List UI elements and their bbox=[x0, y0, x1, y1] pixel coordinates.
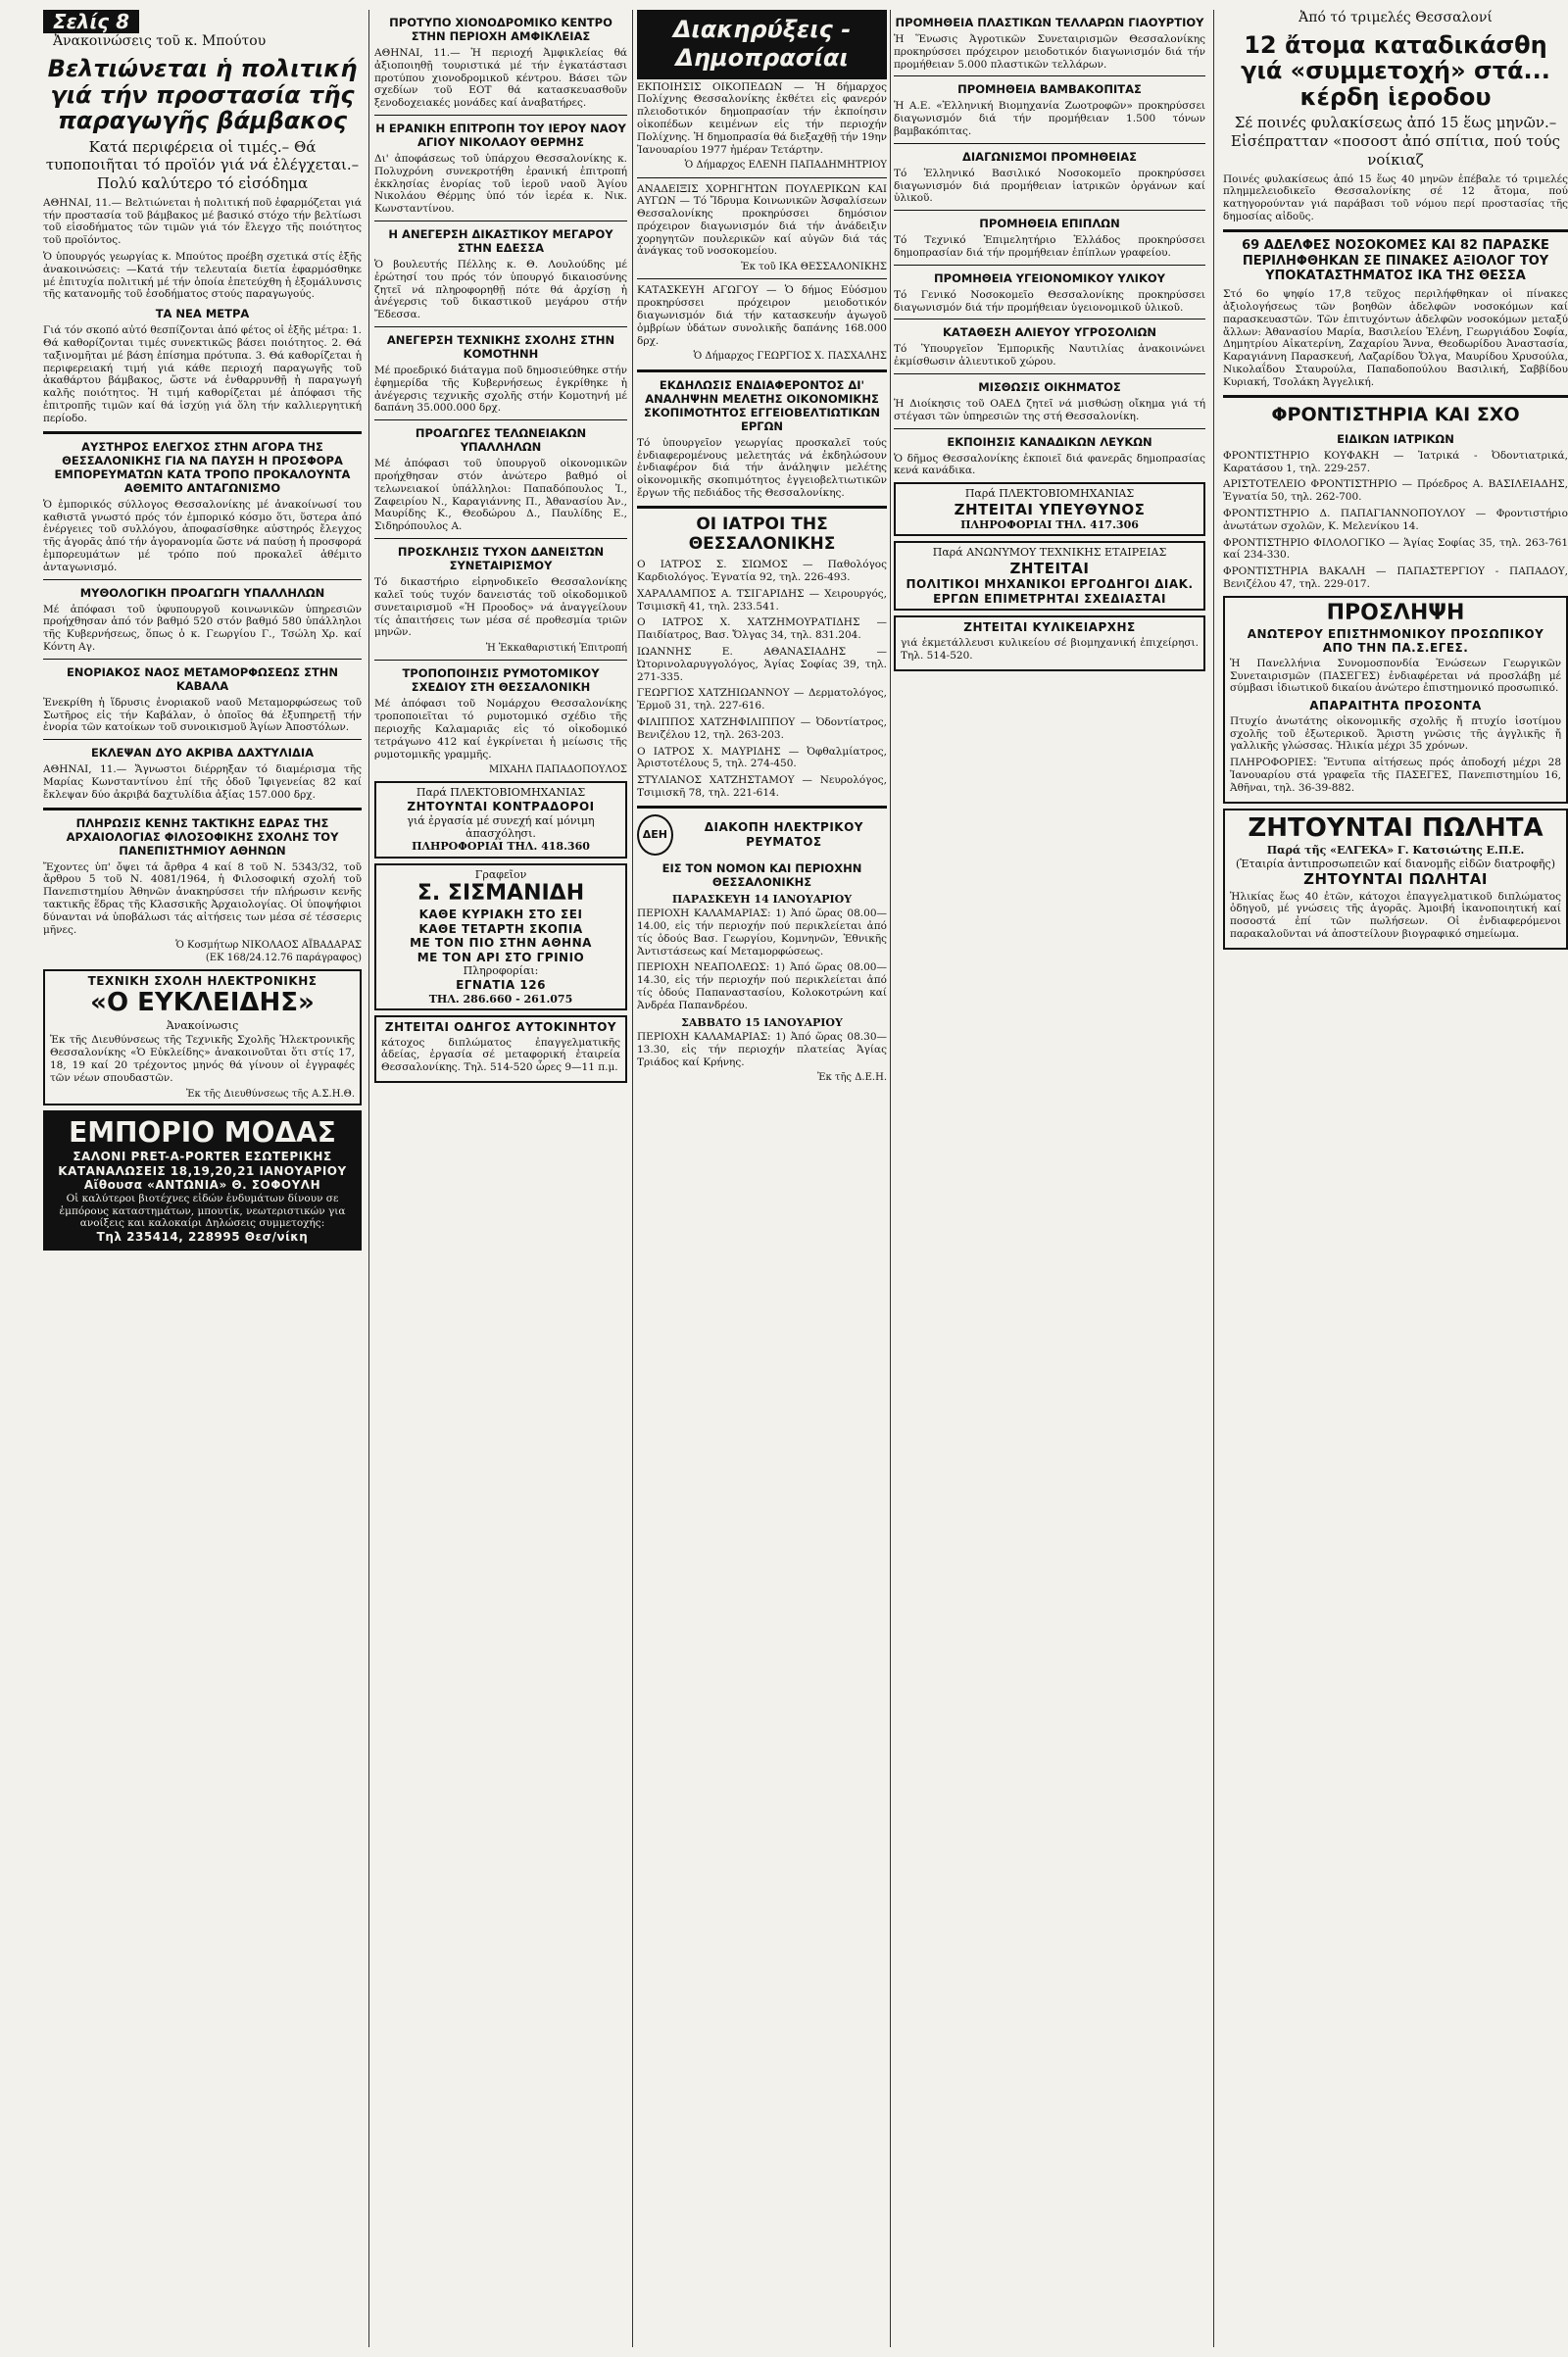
fashion-ad bbox=[43, 1110, 362, 1251]
eukleides-title: ΤΕΧΝΙΚΗ ΣΧΟΛΗ ΗΛΕΚΤΡΟΝΙΚΗΣ bbox=[87, 973, 318, 988]
driver-title: ΖΗΤΕΙΤΑΙ ΟΔΗΓΟΣ ΑΥΤΟΚΙΝΗΤΟΥ bbox=[384, 1019, 617, 1034]
supervisor-phone: ΠΛΗΡΟΦΟΡΙΑΙ ΤΗΛ. 417.306 bbox=[960, 517, 1139, 531]
lead-kicker: Ἀνακοινώσεις τοῦ κ. Μπούτου bbox=[53, 33, 267, 50]
canteen-ad bbox=[894, 615, 1205, 670]
announcement-sign: Ἐκ τοῦ ΙΚΑ ΘΕΣΣΑΛΟΝΙΚΗΣ bbox=[741, 262, 887, 273]
promotion-headline: ΜΥΘΟΛΟΓΙΚΗ ΠΡΟΑΓΩΓΗ ΥΠΑΛΛΗΛΩΝ bbox=[79, 585, 325, 600]
trial-kicker: Ἀπό τό τριμελές Θεσσαλονί bbox=[1298, 10, 1493, 25]
promotion-text: Μέ ἀπόφασι τοῦ ὑφυπουργοῦ κοινωνικῶν ὑπηρεσιῶν προήχθησαν ἀπό τόν βαθμό 520 στόν βαθμό 580 ὑπάλληλοι τῆς Κυβερνήσεως, ὅπως ὁ κ. Γεωργίου Γ., Τσώλη Χρ. καί Κόντη Αγ. bbox=[43, 603, 362, 653]
column-4 bbox=[894, 10, 1205, 676]
power-outage-header bbox=[637, 814, 887, 856]
school-headline: ΑΝΕΓΕΡΣΗ ΤΕΧΝΙΚΗΣ ΣΧΟΛΗΣ ΣΤΗΝ ΚΟΜΟΤΗΝΗ bbox=[386, 333, 615, 362]
announcement-sign: Ὁ Δήμαρχος ΓΕΩΡΓΙΟΣ Χ. ΠΑΣΧΑΛΗΣ bbox=[693, 351, 887, 363]
sismanidi-line: ΚΑΘΕ ΤΕΤΑΡΤΗ ΣΚΟΠΙΑ bbox=[418, 921, 583, 936]
hiring-title: ΠΡΟΣΛΗΨΗ bbox=[1326, 600, 1465, 625]
power-outage-date: ΠΑΡΑΣΚΕΥΗ 14 ΙΑΝΟΥΑΡΙΟΥ bbox=[671, 892, 853, 906]
fashion-line: ΣΑΛΟΝΙ PRET-A-PORTER ΕΣΩΤΕΡΙΚΗΣ bbox=[73, 1150, 332, 1164]
engineers-top: Παρά ΑΝΩΝΥΜΟΥ ΤΕΧΝΙΚΗΣ ΕΤΑΙΡΕΙΑΣ bbox=[932, 546, 1167, 560]
tender-text: Ἡ Α.Ε. «Ἑλληνική Βιομηχανία Ζωοτροφῶν» προκηρύσσει διαγωνισμόν διά τήν προμήθειαν 1.500 τόνων βαμβακόπιτας. bbox=[894, 100, 1205, 138]
tender-text: Τό Τεχνικό Ἐπιμελητήριο Ἑλλάδος προκηρύσσει δημοπρασίαν διά τήν προμήθειαν ἐπίπλων γραφείου. bbox=[894, 234, 1205, 260]
eukleides-subtitle: Ἀνακοίνωσις bbox=[166, 1019, 239, 1033]
announcement-text: ΑΝΑΔΕΙΞΙΣ ΧΟΡΗΓΗΤΩΝ ΠΟΥΛΕΡΙΚΩΝ ΚΑΙ ΑΥΓΩΝ — Τό Ἴδρυμα Κοινωνικῶν Ἀσφαλίσεων Θεσσαλονίκης προκηρύσσει δημόσιον πρόχειρον διαγωνισμόν διά τήν ἀνάδειξιν χορηγητῶν πουλερικῶν καί αὐγῶν διά τάς ἀνάγκας τοῦ νοσοκομείου. bbox=[637, 182, 887, 258]
engineers-ad bbox=[894, 541, 1205, 611]
fashion-line: ΚΑΤΑΝΑΛΩΣΕΙΣ 18,19,20,21 ΙΑΝΟΥΑΡΙΟΥ bbox=[58, 1163, 347, 1178]
church-text: Ἐνεκρίθη ἡ ἵδρυσις ἐνοριακοῦ ναοῦ Μεταμορφώσεως τοῦ Σωτῆρος εἰς τήν Καβάλαν, ὁ ὁποῖος θά ἐξυπηρετῇ τήν ἐνορία τῶν κατοίκων τοῦ συνοικισμοῦ Ἁγίων Ἀποστόλων. bbox=[43, 696, 362, 734]
tender-headline: ΠΡΟΜΗΘΕΙΑ ΒΑΜΒΑΚΟΠΙΤΑΣ bbox=[957, 82, 1142, 97]
lead-headline: Βελτιώνεται ἡ πολιτική γιά τήν προστασία τῆς παραγωγῆς βάμβακος bbox=[47, 55, 358, 135]
fashion-line: Οἱ καλύτεροι βιοτέχνες εἰδών ἐνδυμάτων δίνουν σε ἐμπόρους καταστημάτων, μπουτίκ, νεωτεριστικών για ανοίξεις και καλοκαίρι Δηλώσεις συμμετοχής: bbox=[59, 1192, 346, 1230]
sismanidi-top: Γραφεῖον bbox=[474, 867, 527, 881]
tender-headline: ΔΙΑΓΩΝΙΣΜΟΙ ΠΡΟΜΗΘΕΙΑΣ bbox=[961, 149, 1137, 164]
lead-dek: Κατά περιφέρεια οἱ τιμές.– Θά τυποποιῆται τό προϊόν γιά νά ἐλέγχεται.– Πολύ καλύτερο τό εἰσόδημα bbox=[45, 137, 360, 193]
tender-headline: ΜΙΣΘΩΣΙΣ ΟΙΚΗΜΑΤΟΣ bbox=[978, 380, 1121, 395]
doctor-entry: Ο ΙΑΤΡΟΣ Χ. ΜΑΥΡΙΔΗΣ — Ὀφθαλμίατρος, Ἀριστοτέλους 5, τηλ. 274-450. bbox=[637, 745, 887, 770]
doctor-entry: ΦΙΛΙΠΠΟΣ ΧΑΤΖΗΦΙΛΙΠΠΟΥ — Ὀδοντίατρος, Βενιζέλου 12, τηλ. 263-203. bbox=[637, 715, 887, 741]
tutoring-entry: ΑΡΙΣΤΟΤΕΛΕΙΟ ΦΡΟΝΤΙΣΤΗΡΙΟ — Πρόεδρος Α. ΒΑΣΙΛΕΙΑΔΗΣ, Ἐγνατία 50, τηλ. 262-700. bbox=[1223, 478, 1568, 504]
hiring-ad bbox=[1223, 596, 1568, 804]
tender-headline: ΚΑΤΑΘΕΣΗ ΑΛΙΕΥΟΥ ΥΓΡΟΣΟΛΙΩΝ bbox=[942, 325, 1157, 340]
page-number-label: Σελίς 8 bbox=[43, 10, 139, 33]
column-rule bbox=[1213, 10, 1214, 2347]
nurses-headline: 69 ΑΔΕΛΦΕΣ ΝΟΣΟΚΟΜΕΣ ΚΑΙ 82 ΠΑΡΑΣΚΕ ΠΕΡΙΛΗΦΘΗΚΑΝ ΣΕ ΠΙΝΑΚΕΣ ΑΞΙΟΛΟΓ ΤΟΥ ΥΠΟΚΑΤΑΣΤΗΜΑΤΟΣ ΙΚΑ ΤΗΣ ΘΕΣΣΑ bbox=[1242, 237, 1549, 284]
driver-text: κάτοχος διπλώματος ἐπαγγελματικῆς ἀδείας, ἐργασία σέ μεταφορική ἑταιρεία Θεσσαλονίκης. Τηλ. 514-520 ὧρες 9—11 π.μ. bbox=[381, 1036, 620, 1074]
knitwear-top: Παρά ΠΛΕΚΤΟΒΙΟΜΗΧΑΝΙΑΣ bbox=[416, 786, 586, 800]
column-rule bbox=[890, 10, 891, 2347]
tutoring-entry: ΦΡΟΝΤΙΣΤΗΡΙΑ ΒΑΚΑΛΗ — ΠΑΠΑΣΤΕΡΓΙΟΥ - ΠΑΠΑΔΟΥ, Βενιζέλου 47, τηλ. 229-017. bbox=[1223, 565, 1568, 590]
loans-headline: ΠΡΟΣΚΛΗΣΙΣ ΤΥΧΟΝ ΔΑΝΕΙΣΤΩΝ ΣΥΝΕΤΑΙΡΙΣΜΟΥ bbox=[397, 545, 605, 573]
church-headline: ΕΝΟΡΙΑΚΟΣ ΝΑΟΣ ΜΕΤΑΜΟΡΦΩΣΕΩΣ ΣΤΗΝ ΚΑΒΑΛΑ bbox=[66, 664, 339, 693]
salesmen-title: ΖΗΤΟΥΝΤΑΙ ΠΩΛΗΤΑ bbox=[1248, 812, 1544, 843]
tender-headline: ΠΡΟΜΗΘΕΙΑ ΕΠΙΠΛΩΝ bbox=[979, 217, 1120, 231]
lead-paragraph: Ὁ ὑπουργός γεωργίας κ. Μπούτος προέβη σχετικά στίς ἑξῆς ἀνακοινώσεις: —Κατά τήν τελευταία διετία ἐφαρμόσθηκε μέ ἐπιτυχία πολιτική μέ τήν ὁποία ἐπετεύχθη ἡ ἐξομάλυνσις τῆς κατανομῆς τοῦ ἐσοδήματος στούς παραγωγούς. bbox=[43, 251, 362, 301]
lead-subhead: ΤΑ ΝΕΑ ΜΕΤΡΑ bbox=[155, 307, 250, 321]
plan-headline: ΤΡΟΠΟΠΟΙΗΣΙΣ ΡΥΜΟΤΟΜΙΚΟΥ ΣΧΕΔΙΟΥ ΣΤΗ ΘΕΣΣΑΛΟΝΙΚΗ bbox=[402, 666, 600, 695]
salesmen-text: Ἡλικίας ἕως 40 ἐτῶν, κάτοχοι ἐπαγγελματικοῦ διπλώματος ὁδηγοῦ, μέ γνώσεις τῆς ἀγορᾶς. Ἀμοιβή ἱκανοποιητική καί ποσοστά ἐπί τῶν πωλήσεων. Οἱ ἐνδιαφερόμενοι παρακαλοῦνται νά ἀποστείλουν βιογραφικό σημείωμα. bbox=[1230, 890, 1561, 940]
tender-text: Τό Γενικό Νοσοκομεῖο Θεσσαλονίκης προκηρύσσει διαγωνισμόν διά τήν προμήθειαν ὑγειονομικοῦ ὑλικοῦ. bbox=[894, 288, 1205, 314]
archaeology-signature: Ὁ Κοσμήτωρ ΝΙΚΟΛΑΟΣ ΑΪΒΑΔΑΡΑΣ bbox=[175, 940, 362, 952]
lead-paragraph: ΑΘΗΝΑΙ, 11.— Βελτιώνεται ἡ πολιτική ποῦ ἐφαρμόζεται γιά τήν προστασία τοῦ βάμβακος μέ βασικό στόχο τήν βελτίωσι τοῦ εἰσοδήματος τῶν τιμῶν γιά τόν ἔλεγχο τῆς ποιότητος τοῦ προϊόντος. bbox=[43, 196, 362, 247]
sismanidi-name: Σ. ΣΙΣΜΑΝΙΔΗ bbox=[416, 881, 585, 907]
eranos-headline: Η ΕΡΑΝΙΚΗ ΕΠΙΤΡΟΠΗ ΤΟΥ ΙΕΡΟΥ ΝΑΟΥ ΑΓΙΟΥ ΝΙΚΟΛΑΟΥ ΘΕΡΜΗΣ bbox=[375, 122, 626, 150]
power-outage-area: ΠΕΡΙΟΧΗ ΝΕΑΠΟΛΕΩΣ: 1) Ἀπό ὥρας 08.00—14.30, εἰς τήν περιοχήν πού περικλείεται ἀπό τίς ὁδούς Παπαναστασίου, Κολοκοτρώνη καί Ἀνδρέα Παπανδρέου. bbox=[637, 961, 887, 1011]
lead-paragraph: Γιά τόν σκοπό αὐτό θεσπίζονται ἀπό φέτος οἱ ἑξῆς μέτρα: 1. Θά καθορίζονται τιμές συνεκτικῶς βάσει ποιότητος. 2. Θά ταξινομῆται μέ βάση ἐπίσημα πρότυπα. 3. Θά καθορίζεται ἡ περιφερειακή τιμή γιά κάθε περιοχή παραγωγῆς τοῦ ἀκαθάρτου βάμβακος, ὥστε νά ἐνθαρρυνθῇ ἡ παραγωγή καλῆς ποιότητος. Ἡ τιμή καθορίζεται μέ ἀπόφασι τῆς ἐπιτροπῆς τιμῶν καί θά ἰσχύῃ γιά ὅλη τήν καλλιεργητική περίοδο. bbox=[43, 324, 362, 424]
salesmen-ad bbox=[1223, 809, 1568, 950]
salesmen-sub: Παρά τῆς «ΕΛΓΕΚΑ» Γ. Κατσιώτης Ε.Π.Ε. bbox=[1266, 844, 1525, 858]
sismanidi-info: Πληροφορίαι: bbox=[463, 964, 539, 978]
sismanidi-phone: ΤΗΛ. 286.660 - 261.075 bbox=[428, 992, 573, 1006]
announcement-text: ΚΑΤΑΣΚΕΥΗ ΑΓΩΓΟΥ — Ὁ δήμος Εὐόσμου προκηρύσσει πρόχειρον μειοδοτικόν διαγωνισμόν διά τήν κατασκευήν ἀγωγοῦ ὀμβρίων ὑδάτων συνολικῆς δαπάνης 168.000 δρχ. bbox=[637, 284, 887, 347]
canteen-title: ΖΗΤΕΙΤΑΙ ΚΥΛΙΚΕΙΑΡΧΗΣ bbox=[963, 620, 1136, 635]
announcement-sign: Ὁ Δήμαρχος ΕΛΕΝΗ ΠΑΠΑΔΗΜΗΤΡΙΟΥ bbox=[684, 160, 887, 172]
power-outage-title: ΔΙΑΚΟΠΗ ΗΛΕΚΤΡΙΚΟΥ ΡΕΥΜΑΤΟΣ bbox=[704, 820, 863, 849]
hiring-requirements-head: ΑΠΑΡΑΙΤΗΤΑ ΠΡΟΣΟΝΤΑ bbox=[1309, 699, 1482, 713]
deh-logo-icon: ΔΕΗ bbox=[637, 814, 673, 856]
power-outage-headline: ΕΙΣ ΤΟΝ ΝΟΜΟΝ ΚΑΙ ΠΕΡΙΟΧΗΝ ΘΕΣΣΑΛΟΝΙΚΗΣ bbox=[662, 860, 862, 889]
salesmen-sub2: (Ἑταιρία ἀντιπροσωπειῶν καί διανομῆς εἰδῶν διατροφῆς) bbox=[1235, 857, 1556, 870]
column-rule bbox=[368, 10, 369, 2347]
tutoring-entry: ΦΡΟΝΤΙΣΤΗΡΙΟ ΚΟΥΦΑΚΗ — Ἱατρικά - Ὀδοντιατρικά, Καρατάσου 1, τηλ. 229-257. bbox=[1223, 449, 1568, 474]
ski-text: ΑΘΗΝΑΙ, 11.— Ἡ περιοχή Ἀμφικλείας θά ἀξιοποιηθῇ τουριστικά μέ τήν ἐγκατάστασι προτύπου χιονοδρομικοῦ κέντρου. Βάσει τῶν σχεδίων τοῦ ΕΟΤ θά κατασκευασθοῦν ξενοδοχειακές μονάδες καί ἀναβατήρες. bbox=[374, 47, 627, 110]
column-3 bbox=[637, 10, 887, 1085]
sismanidi-ad bbox=[374, 863, 627, 1010]
eukleides-sign: Ἐκ τῆς Διευθύνσεως τῆς Α.Σ.Η.Θ. bbox=[185, 1088, 355, 1100]
engineers-title: ΖΗΤΕΙΤΑΙ bbox=[1009, 559, 1090, 577]
loans-text: Τό δικαστήριο εἰρηνοδικεῖο Θεσσαλονίκης καλεῖ τούς τυχόν δανειστάς τοῦ οἰκοδομικοῦ συνεταιρισμοῦ «Ἡ Προοδος» νά ἀναγγείλουν τίς ἀπαιτήσεις των μέσα σέ προθεσμία τριῶν μηνῶν. bbox=[374, 576, 627, 639]
archaeology-text: Ἔχοντες ὑπ' ὄψει τά ἄρθρα 4 καί 8 τοῦ Ν. 5343/32, τοῦ ἄρθρου 5 τοῦ Ν. 4081/1964, ἡ Φιλοσοφική σχολή τοῦ Πανεπιστημίου Ἀθηνῶν ἀνακηρύσσει τήν πλήρωσιν κενῆς τακτικῆς ἕδρας τῆς Κλασσικῆς Ἀρχαιολογίας. Οἱ ὑποψήφιοι δύνανται νά ὑποβάλωσι τάς αἰτήσεις των μέσα σέ τέσσερις μῆνες. bbox=[43, 860, 362, 936]
tutoring-sub: ΕΙΔΙΚΩΝ ΙΑΤΡΙΚΩΝ bbox=[1337, 431, 1454, 446]
engineers-text: ΠΟΛΙΤΙΚΟΙ ΜΗΧΑΝΙΚΟΙ ΕΡΓΟΔΗΓΟΙ ΔΙΑΚ. ΕΡΓΩΝ ΕΠΙΜΕΤΡΗΤΑΙ ΣΧΕΔΙΑΣΤΑΙ bbox=[906, 577, 1194, 606]
court-text: Ὁ βουλευτής Πέλλης κ. Θ. Λουλούδης μέ ἐρώτησί του πρός τόν ὑπουργό δικαιοσύνης ζητεῖ νά πληροφορηθῇ πότε θά ἀρχίσῃ ἡ ἀνέγερσις τοῦ δικαστικοῦ μεγάρου στήν Ἔδεσσα. bbox=[374, 259, 627, 321]
loans-sign: Ἡ Ἐκκαθαριστική Ἐπιτροπή bbox=[485, 643, 627, 655]
fashion-phone: Τηλ 235414, 228995 Θεσ/νίκη bbox=[96, 1230, 309, 1245]
tender-text: Τό Ἑλληνικό Βασιλικό Νοσοκομεῖο προκηρύσσει διαγωνισμόν διά προμήθειαν ἰατρικῶν ὀργάνων καί ὑλικοῦ. bbox=[894, 167, 1205, 205]
rings-text: ΑΘΗΝΑΙ, 11.— Ἄγνωστοι διέρρηξαν τό διαμέρισμα τῆς Μαρίας Κωνσταντίνου ἐπί τῆς ὁδοῦ Ἰφιγενείας 82 καί ἔκλεψαν δύο ἀκριβά δαχτυλίδια ἀξίας 157.000 δρχ. bbox=[43, 763, 362, 801]
eukleides-text: Ἐκ τῆς Διευθύνσεως τῆς Τεχνικῆς Σχολῆς Ἠλεκτρονικῆς Θεσσαλονίκης «Ὁ Εὐκλείδης» ἀνακοινοῦται ὅτι στίς 17, 18, 19 καί 20 τρέχοντος μηνός θά γίνουν οἱ ἐγγραφές τῶν νέων σπουδαστῶν. bbox=[50, 1034, 355, 1084]
supervisor-ad bbox=[894, 482, 1205, 536]
supervisor-top: Παρά ΠΛΕΚΤΟΒΙΟΜΗΧΑΝΙΑΣ bbox=[964, 487, 1135, 501]
knitwear-phone: ΠΛΗΡΟΦΟΡΙΑΙ ΤΗΛ. 418.360 bbox=[412, 840, 590, 854]
archaeology-headline: ΠΛΗΡΩΣΙΣ ΚΕΝΗΣ ΤΑΚΤΙΚΗΣ ΕΔΡΑΣ ΤΗΣ ΑΡΧΑΙΟΛΟΓΙΑΣ ΦΙΛΟΣΟΦΙΚΗΣ ΣΧΟΛΗΣ ΤΟΥ ΠΑΝΕΠΙΣΤΗΜΙΟΥ ΑΘΗΝΩΝ bbox=[66, 815, 339, 858]
nurses-text: Στό 6ο ψηφίο 17,8 τεῦχος περιλήφθηκαν οἱ πίνακες ἀξιολογήσεως τῶν βοηθῶν ἀδελφῶν νοσοκόμων καί παρασκευαστῶν. Τῶν ἐπιτυχόντων ἀδελφῶν νοσοκόμων μεταξύ ἄλλων: Ἀθανασίου Μαρία, Βασιλείου Ἑλένη, Γεωργιάδου Σοφία, Δημητρίου Αἰκατερίνη, Ζαχαρίου Ἄννα, Θεοδωρίδου Ἀναστασία, Καραγιάννη Παρασκευή, Λαζαρίδου Ὄλγα, Μαυρίδου Χρυσούλα, Νικολαΐδου Σταυρούλα, Παπαδοπούλου Βασιλική, Σαββίδου Κυριακή, Τσολάκη Ἀγγελική. bbox=[1223, 288, 1568, 388]
trial-dek: Σέ ποινές φυλακίσεως ἀπό 15 ἕως μηνῶν.– Εἰσέπρατταν «ποσοστ ἀπό σπίτια, πού τούς νοίκιαζ bbox=[1230, 114, 1561, 169]
column-2 bbox=[374, 10, 627, 1088]
sismanidi-line: ΚΑΘΕ ΚΥΡΙΑΚΗ ΣΤΟ ΣΕΙ bbox=[418, 907, 583, 921]
tutoring-headline: ΦΡΟΝΤΙΣΤΗΡΙΑ ΚΑΙ ΣΧΟ bbox=[1271, 403, 1520, 425]
irrigation-text: Τό ὑπουργεῖον γεωργίας προσκαλεῖ τούς ἐνδιαφερομένους μελετητάς νά ἐκδηλώσουν ἐνδιαφέρον διά τήν ἀνάληψιν μελέτης οἰκονομικῆς σκοπιμότητος ἐγγειοβελτιωτικῶν ἔργων τῆς πεδιάδος τῆς Θεσσαλονίκης. bbox=[637, 436, 887, 499]
power-outage-date: ΣΑΒΒΑΤΟ 15 ΙΑΝΟΥΑΡΙΟΥ bbox=[681, 1015, 843, 1029]
eukleides-name: «Ο ΕΥΚΛΕΙΔΗΣ» bbox=[90, 988, 315, 1018]
tender-text: Ὁ δῆμος Θεσσαλονίκης ἐκποιεῖ διά φανερᾶς δημοπρασίας κενά κανάδικα. bbox=[894, 452, 1205, 477]
section-banner: Διακηρύξεις - Δημοπρασίαι bbox=[637, 10, 887, 79]
doctor-entry: ΣΤΥΛΙΑΝΟΣ ΧΑΤΖΗΣΤΑΜΟΥ — Νευρολόγος, Τσιμισκῆ 78, τηλ. 221-614. bbox=[637, 774, 887, 799]
irrigation-headline: ΕΚΔΗΛΩΣΙΣ ΕΝΔΙΑΦΕΡΟΝΤΟΣ ΔΙ' ΑΝΑΛΗΨΗΝ ΜΕΛΕΤΗΣ ΟΙΚΟΝΟΜΙΚΗΣ ΣΚΟΠΙΜΟΤΗΤΟΣ ΕΓΓΕΙΟΒΕΛΤΙΩΤΙΚΩΝ ΕΡΓΩΝ bbox=[644, 377, 880, 433]
tender-headline: ΠΡΟΜΗΘΕΙΑ ΠΛΑΣΤΙΚΩΝ ΤΕΛΛΑΡΩΝ ΓΙΑΟΥΡΤΙΟΥ bbox=[895, 16, 1204, 29]
canteen-text: γιά ἐκμετάλλευσι κυλικείου σέ βιομηχανική ἐπιχείρησι. Τηλ. 514-520. bbox=[901, 636, 1199, 662]
hiring-info: ΠΛΗΡΟΦΟΡΙΕΣ: Ἔντυπα αἰτήσεως πρός ἀποδοχή μέχρι 28 Ἰανουαρίου στά γραφεῖα τῆς ΠΑΣΕΓΕΣ, Πανεπιστημίου 16, Ἀθῆναι, τηλ. 36-39-882. bbox=[1230, 757, 1561, 794]
tender-text: Ἡ Διοίκησις τοῦ ΟΑΕΔ ζητεῖ νά μισθώσῃ οἴκημα γιά τή στέγασι τῶν ὑπηρεσιῶν της στή Θεσσαλονίκη. bbox=[894, 398, 1205, 422]
school-text: Μέ προεδρικό διάταγμα ποῦ δημοσιεύθηκε στήν ἐφημερίδα τῆς Κυβερνήσεως ἐγκρίθηκε ἡ ἀνέγερσις τεχνικῆς σχολῆς στήν Κομοτηνή μέ δαπάνη 35.000.000 δρχ. bbox=[374, 365, 627, 415]
power-outage-area: ΠΕΡΙΟΧΗ ΚΑΛΑΜΑΡΙΑΣ: 1) Ἀπό ὥρας 08.00—14.00, εἰς τήν περιοχήν πού περικλείεται ἀπό τίς ὁδούς Βασ. Γεωργίου, Κομνηνῶν, Ἐθνικῆς Ἀντιστάσεως καί Μεταμορφώσεως. bbox=[637, 908, 887, 958]
fashion-line: Αἴθουσα «ΑΝΤΩΝΙΑ» Θ. ΣΟΦΟΥΛΗ bbox=[83, 1178, 321, 1193]
market-control-text: Ὁ ἐμπορικός σύλλογος Θεσσαλονίκης μέ ἀνακοίνωσί του καθιστᾶ γνωστό πρός τόν ἐμπορικό κόσμο ὅτι, ὕστερα ἀπό ἐνέργειες τοῦ συλλόγου, ἀποφασίσθηκε αὐστηρός ἔλεγχος τῆς ἀγορᾶς ἀπό τήν ἀγορανομία ὥστε νά παύσῃ ἡ προσφορά ἐμπορευμάτων μέ τρόπο πού προκαλεῖ ἀθέμιτο ἀνταγωνισμό. bbox=[43, 498, 362, 573]
doctor-entry: ΙΩΑΝΝΗΣ Ε. ΑΘΑΝΑΣΙΑΔΗΣ — Ὠτορινολαρυγγολόγος, Ἁγίας Σοφίας 39, τηλ. 271-335. bbox=[637, 645, 887, 683]
trial-headline: 12 ἄτομα καταδικάσθη γιά «συμμετοχή» στά... κέρδη ἱεροδου bbox=[1241, 31, 1550, 111]
hiring-sub: ΑΝΩΤΕΡΟΥ ΕΠΙΣΤΗΜΟΝΙΚΟΥ ΠΡΟΣΩΠΙΚΟΥ ΑΠΟ ΤΗΝ ΠΑ.Σ.ΕΓΕΣ. bbox=[1247, 626, 1544, 656]
fashion-title: ΕΜΠΟΡΙΟ ΜΟΔΑΣ bbox=[69, 1115, 336, 1149]
plan-text: Μέ ἀπόφασι τοῦ Νομάρχου Θεσσαλονίκης τροποποιεῖται τό ρυμοτομικό σχέδιο τῆς περιοχῆς Καλαμαριᾶς εἰς τό οἰκοδομικό τετράγωνο 412 καί ἐγκρίνεται ἡ μείωσις τῆς ρυμοτομικῆς γραμμῆς. bbox=[374, 698, 627, 761]
customs-headline: ΠΡΟΑΓΩΓΕΣ ΤΕΛΩΝΕΙΑΚΩΝ ΥΠΑΛΛΗΛΩΝ bbox=[415, 426, 587, 455]
hiring-requirements: Πτυχίο ἀνωτάτης οἰκονομικῆς σχολῆς ἤ πτυχίο ἰσοτίμου σχολῆς τοῦ ἐξωτερικοῦ. Ἄριστη γνῶσις τῆς ἀγγλικῆς ἤ γαλλικῆς γλώσσας. Ἡλικία μέχρι 35 χρόνων. bbox=[1230, 714, 1561, 753]
ski-headline: ΠΡΟΤΥΠΟ ΧΙΟΝΟΔΡΟΜΙΚΟ ΚΕΝΤΡΟ ΣΤΗΝ ΠΕΡΙΟΧΗ ΑΜΦΙΚΛΕΙΑΣ bbox=[389, 16, 612, 44]
column-rule bbox=[632, 10, 633, 2347]
eranos-text: Δι' ἀποφάσεως τοῦ ὑπάρχου Θεσσαλονίκης κ. Πολυχρόνη συνεκροτήθη ἐρανική ἐπιτροπή ἐκκλησίας ἐνορίας τοῦ ἱεροῦ ναοῦ Ἁγίου Νικολάου Θέρμης ὑπό τόν ἱερέα κ. Νικ. Κωνσταντίνου. bbox=[374, 153, 627, 216]
rings-headline: ΕΚΛΕΨΑΝ ΔΥΟ ΑΚΡΙΒΑ ΔΑΧΤΥΛΙΔΙΑ bbox=[90, 746, 315, 761]
doctor-entry: ΧΑΡΑΛΑΜΠΟΣ Α. ΤΣΙΓΑΡΙΔΗΣ — Χειρουργός, Τσιμισκῆ 41, τηλ. 233.541. bbox=[637, 587, 887, 613]
eukleides-ad bbox=[43, 969, 362, 1105]
supervisor-title: ΖΗΤΕΙΤΑΙ ΥΠΕΥΘΥΝΟΣ bbox=[954, 500, 1146, 518]
sismanidi-address: ΕΓΝΑΤΙΑ 126 bbox=[456, 977, 546, 992]
tender-text: Τό Ὑπουργεῖον Ἐμπορικῆς Ναυτιλίας ἀνακοινώνει ἐκμίσθωσιν ἀλιευτικοῦ χώρου. bbox=[894, 343, 1205, 368]
market-control-headline: ΑΥΣΤΗΡΟΣ ΕΛΕΓΧΟΣ ΣΤΗΝ ΑΓΟΡΑ ΤΗΣ ΘΕΣΣΑΛΟΝΙΚΗΣ ΓΙΑ ΝΑ ΠΑΥΣΗ Η ΠΡΟΣΦΟΡΑ ΕΜΠΟΡΕΥΜΑΤΩΝ ΚΑΤΑ ΤΡΟΠΟ ΠΡΟΚΑΛΟΥΝΤΑ ΑΘΕΜΙΤΟ ΑΝΤΑΓΩΝΙΣΜΟ bbox=[54, 439, 351, 495]
customs-text: Μέ ἀπόφασι τοῦ ὑπουργοῦ οἰκονομικῶν προήχθησαν στόν ἀνώτερο βαθμό οἱ τελωνειακοί ὑπάλληλοι: Παπαδόπουλος Ἰ., Ζαφειρίου Ν., Καραγιάννης Π., Ἀθανασίου Ἀν., Μαυρίδης Κ., Θεοδώρου Δ., Παυλίδης Ε., Σιδηρόπουλος Α. bbox=[374, 458, 627, 533]
tutoring-entry: ΦΡΟΝΤΙΣΤΗΡΙΟ ΦΙΛΟΛΟΓΙΚΟ — Ἁγίας Σοφίας 35, τηλ. 263-761 καί 234-330. bbox=[1223, 536, 1568, 562]
plan-sign: ΜΙΧΑΗΛ ΠΑΠΑΔΟΠΟΥΛΟΣ bbox=[489, 764, 627, 776]
doctor-entry: Ο ΙΑΤΡΟΣ Σ. ΣΙΩΜΟΣ — Παθολόγος Καρδιολόγος. Ἐγνατία 92, τηλ. 226-493. bbox=[637, 559, 887, 583]
tender-text: Ἡ Ἕνωσις Ἀγροτικῶν Συνεταιρισμῶν Θεσσαλονίκης προκηρύσσει πρόχειρον μειοδοτικόν διαγωνισμόν διά τήν προμήθειαν 5.000 πλαστικῶν τελλάρων. bbox=[894, 33, 1205, 71]
trial-text: Ποινές φυλακίσεως ἀπό 15 ἕως 40 μηνῶν ἐπέβαλε τό τριμελές πλημμελειοδικεῖο Θεσσαλονίκης σέ 12 ἄτομα, πού κατηγορούνταν γιά παράβασι τοῦ νόμου περί προστασίας τῆς δημοσίας αἰδοῦς. bbox=[1223, 172, 1568, 222]
announcement-text: ΕΚΠΟΙΗΣΙΣ ΟΙΚΟΠΕΔΩΝ — Ἡ δήμαρχος Πολίχνης Θεσσαλονίκης ἐκθέτει εἰς φανερόν πλειοδοτικόν δημοπρασίαν τήν ἐκποίησιν οἰκοπέδων κειμένων εἰς τήν περιοχήν Πολίχνης. Ἡ δημοπρασία θά διεξαχθῇ τήν 19ην Ἰανουαρίου 1977 ἡμέραν Τετάρτην. bbox=[637, 80, 887, 156]
tutoring-entry: ΦΡΟΝΤΙΣΤΗΡΙΟ Δ. ΠΑΠΑΓΙΑΝΝΟΠΟΥΛΟΥ — Φροντιστήριο ἀνωτάτων σχολῶν, Κ. Μελενίκου 14. bbox=[1223, 508, 1568, 532]
sismanidi-line: ΜΕ ΤΟΝ ΑΡΙ ΣΤΟ ΓΡΙΝΙΟ bbox=[416, 950, 585, 964]
doctor-entry: ΓΕΩΡΓΙΟΣ ΧΑΤΖΗΙΩΑΝΝΟΥ — Δερματολόγος, Ἐρμοῦ 31, τηλ. 227-616. bbox=[637, 687, 887, 712]
tender-headline: ΕΚΠΟΙΗΣΙΣ ΚΑΝΑΔΙΚΩΝ ΛΕΥΚΩΝ bbox=[947, 434, 1152, 449]
archaeology-reference: (ΕΚ 168/24.12.76 παράγραφος) bbox=[205, 952, 362, 963]
salesmen-title2: ΖΗΤΟΥΝΤΑΙ ΠΩΛΗΤΑΙ bbox=[1303, 870, 1488, 889]
sismanidi-line: ΜΕ ΤΟΝ ΠΙΟ ΣΤΗΝ ΑΘΗΝΑ bbox=[410, 936, 592, 951]
tender-headline: ΠΡΟΜΗΘΕΙΑ ΥΓΕΙΟΝΟΜΙΚΟΥ ΥΛΙΚΟΥ bbox=[934, 270, 1165, 285]
knitwear-text: γιά ἐργασία μέ συνεχή καί μόνιμη ἀπασχόλησι. bbox=[407, 813, 595, 840]
column-1 bbox=[43, 10, 362, 1255]
doctor-entry: Ο ΙΑΤΡΟΣ Χ. ΧΑΤΖΗΜΟΥΡΑΤΙΔΗΣ — Παιδίατρος, Βασ. Ὄλγας 34, τηλ. 831.204. bbox=[637, 616, 887, 642]
doctors-headline: ΟΙ ΙΑΤΡΟΙ ΤΗΣ ΘΕΣΣΑΛΟΝΙΚΗΣ bbox=[688, 514, 836, 555]
knitwear-title: ΖΗΤΟΥΝΤΑΙ ΚΟΝΤΡΑΔΟΡΟΙ bbox=[407, 799, 595, 813]
hiring-text: Ἡ Πανελλήνια Συνομοσπονδία Ἑνώσεων Γεωργικῶν Συνεταιρισμῶν (ΠΑΣΕΓΕΣ) ἐνδιαφέρεται νά προσλάβῃ μέ σύμβασι ἰδιωτικοῦ δικαίου ἀνώτερο ἐπιστημονικό προσωπικό. bbox=[1230, 657, 1561, 695]
knitwear-ad bbox=[374, 781, 627, 858]
power-outage-area: ΠΕΡΙΟΧΗ ΚΑΛΑΜΑΡΙΑΣ: 1) Ἀπό ὥρας 08.30—13.30, εἰς τήν περιοχήν πλατείας Ἁγίας Τριάδος καί Κρήνης. bbox=[637, 1030, 887, 1068]
driver-ad bbox=[374, 1015, 627, 1083]
column-5 bbox=[1223, 10, 1568, 955]
court-headline: Η ΑΝΕΓΕΡΣΗ ΔΙΚΑΣΤΙΚΟΥ ΜΕΓΑΡΟΥ ΣΤΗΝ ΕΔΕΣΣΑ bbox=[388, 227, 613, 256]
power-outage-sign: Ἐκ τῆς Δ.Ε.Η. bbox=[816, 1072, 887, 1084]
